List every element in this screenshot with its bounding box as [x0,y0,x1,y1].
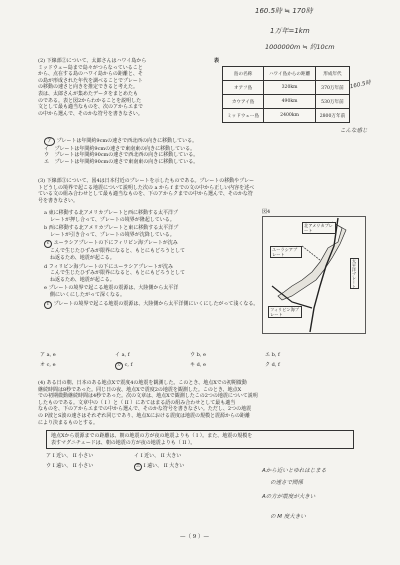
handwritten-note: Aから近いとゆれはじまる [262,468,327,474]
handwritten-note: 160.5時 ≒ 170時 [255,7,313,15]
option-key: エ [44,158,50,165]
map-label: ユーラシアプレート [270,246,302,258]
q4-statement-box: 地点Xから震源までの距離は、朝の地震の方が夜の地震よりも（ I ）。また、地震の規模を 表すマグニチュードは、朝の地震の方が夜の地震よりも（ II ）。 [46,430,354,449]
handwritten-note: こんな感じ [340,128,368,134]
data-table [222,66,350,123]
handwritten-note: 1万年=1km [270,27,310,35]
table-row: カウアイ島 490km 530万年前 [223,95,350,109]
table-header: 形成年代 [315,67,349,81]
q3-statements [44,210,259,309]
statement: f プレートの境界で起こる地震の震源は、大陸側から太平洋側にいくにしたがって浅くなる。 [44,301,252,309]
page-number: —（ 9 ）— [180,534,209,540]
q2-options: ア プレートは年間約9cmの速さで西北西の向きに移動している。 イ プレートは年間約9cmの速さで東南東の向きに移動している。 ウ プレートは年間約90cmの速さで西北西の向きに移動している。 エ プレートは年間約90cmの速さで東南東の向きに移動している。 [44,138,199,165]
q3-choices: ア a, e イ a, f ウ b, e エ b, f オ c, e カ c, f キ d, e ク d, f [40,352,280,368]
statement: a 東に移動する北アメリカプレートと西に移動する太平洋プ レートが押し合って、プレートの境界が隆起している。 [44,210,179,223]
statement: e プレートの境界で起こる地震の震源は、大陸側から太平洋 側にいくにしたがって深くなる。 [44,285,179,298]
statement: b 西に移動する北アメリカプレートと東に移動する太平洋プ レートが引き合って、プレートの境界が沈降している。 [44,225,179,238]
table-header: ハワイ島からの距離 [264,67,316,81]
q4-intro: (4) ある日の朝、日本のある地点Xで震度4の地震を観測した。このとき、地点Xでの初期微動 継続時間は8秒であった。同じ日の夜、地点Xで震度2の地震を観測した。このとき、地点X での初期微動継続時間は4秒であった。次の文章は、地点Xで観測したこの2つの地震について説明 したものである。文章中の（ I ）と（ II ）にあてはまる語の組み合わせとして最も適当 なものを、下のアからエまでの中から選んで、そのかな符号を書きなさい。ただし、2つの地震 の P波とS波の速さはそれぞれ同じであり、地点Xにおける震度は地震の規模と震源からの距離 により決まるものとする。 [38,380,258,426]
statement: d フィリピン海プレートの下にユーラシアプレートが沈み こんで生じたひずみが限界になると、もとにもどろうとして ね返るため、地震が起こる。 [44,263,186,283]
table-row: オアフ島 320km 370万年前 [223,81,350,95]
option-key: ウ [44,152,50,159]
q4-choices: ア I 近い、 II 小さい イ I 近い、 II 大きい ウ I 遠い、 II 小さい エ I 遠い、 II 大きい [46,453,185,469]
handwritten-note: の M 度大きい [270,514,306,520]
handwritten-note: 1000000m ≒ 約10cm [265,43,335,51]
handwritten-note: の速さで関係 [270,480,304,486]
option-key: ア [44,137,55,146]
map-label: 北アメリカプレート [302,222,336,234]
map-label: 太平洋プレート [352,259,357,289]
option-key: イ [44,145,50,152]
handwritten-note: 160.5時 [349,79,372,91]
handwritten-note: Aの方が震度が大きい [262,494,316,500]
figure-label: 図4 [262,209,271,215]
q2-intro: (2) 下線部②について、太郎さんはハワイ島から ミッドウェー島まで島々がつらなっていること から、点在する島のハワイ島からの距離と、そ の島が形成された年代を調べることでプレート の移動の速さと向きを推定できると考えた。 表は、太郎さんが集めたデータをまとめたも のである。表と図2からわかることを説明した 文として最も適当なものを、次のアからエまで の中から選んで、そのかな符号を書きなさい。 [38,58,147,117]
table-row: ミッドウェー島 2400km 2800万年前 [223,109,350,123]
q3-intro: (3) 下線部③について、図4は日本付近のプレートを示したものである。プレートの移動やプレー トどうしの境界で起こる地震について説明した次の a から f までの文の中から正しい内容を述べ ている文の組み合わせとして最も適当なものを、下のアからクまでの中から選んで、そのかな符 号を書きなさい。 [38,178,255,204]
map-label: フィリピン海プレート [268,306,302,318]
statement: c ユーラシアプレートの下にフィリピン海プレートが沈み こんで生じたひずみが限界になると、もとにもどろうとして ね返るため、地震が起こる。 [44,240,252,261]
table-label: 表 [214,58,220,64]
table-header: 島の名称 [223,67,264,81]
